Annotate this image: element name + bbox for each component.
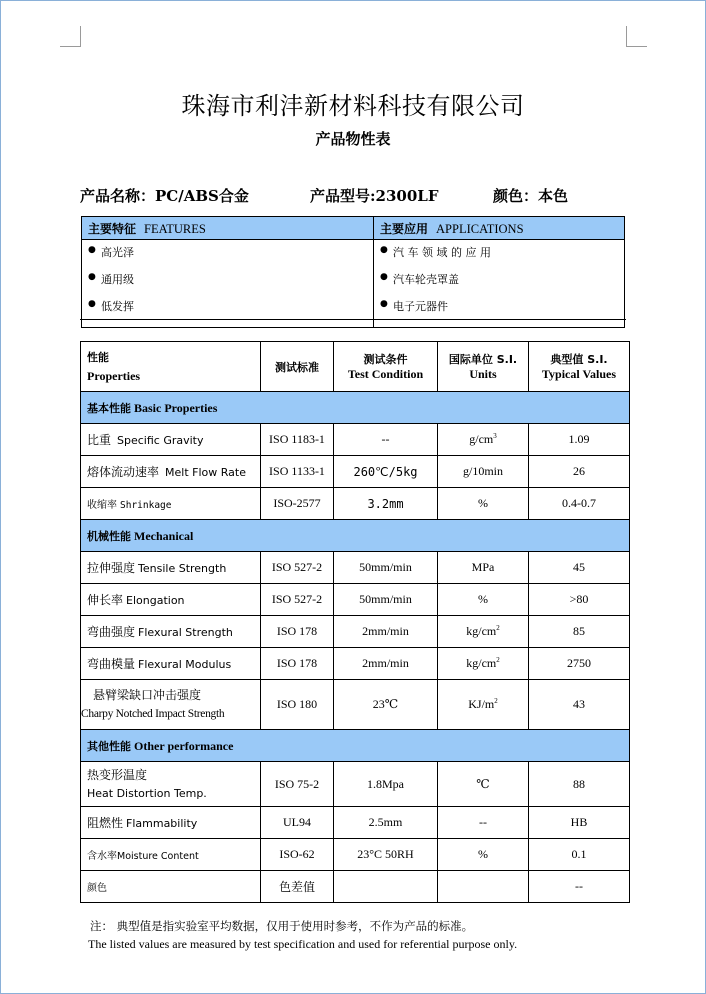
application-item: ● 电子元器件 (380, 300, 624, 327)
note-chinese: 注： 典型值是指实验室平均数据，仅用于使用时参考，不作为产品的标准。 (90, 919, 474, 933)
table-row: 热变形温度 Heat Distortion Temp. ISO 75-2 1.8Mpa ℃ 88 (81, 762, 630, 807)
table-row: 熔体流动速率 Melt Flow Rate ISO 1133-1 260℃/5kg g/10min 26 (81, 456, 630, 488)
application-item: ● 汽车轮壳罩盖 (380, 273, 624, 300)
product-model: 产品型号:2300LF (310, 187, 439, 205)
table-row: 伸长率 Elongation ISO 527-2 50mm/min % >80 (81, 584, 630, 616)
application-item: ● 汽 车 领 域 的 应 用 (380, 246, 624, 273)
table-row: 弯曲模量 Flexural Modulus ISO 178 2mm/min $kg/cm^2$ 2750 (81, 648, 630, 680)
features-header-en: FEATURES (144, 221, 206, 236)
features-header (82, 217, 374, 240)
feature-item: ● 低发挥 (88, 300, 373, 327)
applications-header-zh: 主要应用 (380, 221, 429, 236)
section-row-basic: 基本性能 Basic Properties (81, 392, 630, 424)
crop-mark-top-right (626, 26, 647, 47)
company-name: 珠海市利沣新材料科技有限公司 (181, 92, 525, 120)
document-subtitle: 产品物性表 (315, 130, 391, 148)
properties-table (80, 341, 630, 903)
table-row: 颜色 色差值 -- (81, 871, 630, 903)
feature-item: ● 通用级 (88, 273, 373, 300)
table-row: 悬臂梁缺口冲击强度 Charpy Notched Impact Strength ISO 180 23℃ $KJ/m^2$ 43 (81, 680, 630, 730)
product-name: 产品名称：PC/ABS合金 (80, 187, 249, 205)
applications-list (374, 240, 625, 328)
product-color: 颜色：本色 (493, 187, 569, 205)
table-row: 弯曲强度 Flexural Strength ISO 178 2mm/min $kg/cm^2$ 85 (81, 616, 630, 648)
applications-header-en: APPLICATIONS (436, 221, 524, 236)
crop-mark-top-left (60, 26, 81, 47)
table-row: 含水率Moisture Content ISO-62 23°C 50RH % 0.1 (81, 839, 630, 871)
table-header-row (81, 342, 630, 392)
table-row: 比重 Specific Gravity ISO 1183-1 -- $g/cm^3$ 1.09 (81, 424, 630, 456)
section-row-other: 其他性能 Other performance (81, 730, 630, 762)
header-units: 国际单位 S.I. Units (438, 342, 529, 392)
applications-header (374, 217, 625, 240)
header-typical-values: 典型值 S.I. Typical Values (529, 342, 630, 392)
features-header-zh: 主要特征 (88, 221, 137, 236)
table-row: 收缩率 Shrinkage ISO-2577 3.2mm % 0.4-0.7 (81, 488, 630, 520)
header-properties: 性能 Properties (81, 342, 261, 392)
header-test-standard: 测试标准 (261, 342, 334, 392)
note-english: The listed values are measured by test specification and used for referential purpose only. (88, 937, 518, 951)
table-row: 拉伸强度 Tensile Strength ISO 527-2 50mm/min MPa 45 (81, 552, 630, 584)
features-table (81, 216, 625, 328)
table-row: 阻燃性 Flammability UL94 2.5mm -- HB (81, 807, 630, 839)
header-test-condition: 测试条件 Test Condition (334, 342, 438, 392)
section-row-mechanical: 机械性能 Mechanical (81, 520, 630, 552)
feature-item: ● 高光泽 (88, 246, 373, 273)
features-list (82, 240, 374, 328)
